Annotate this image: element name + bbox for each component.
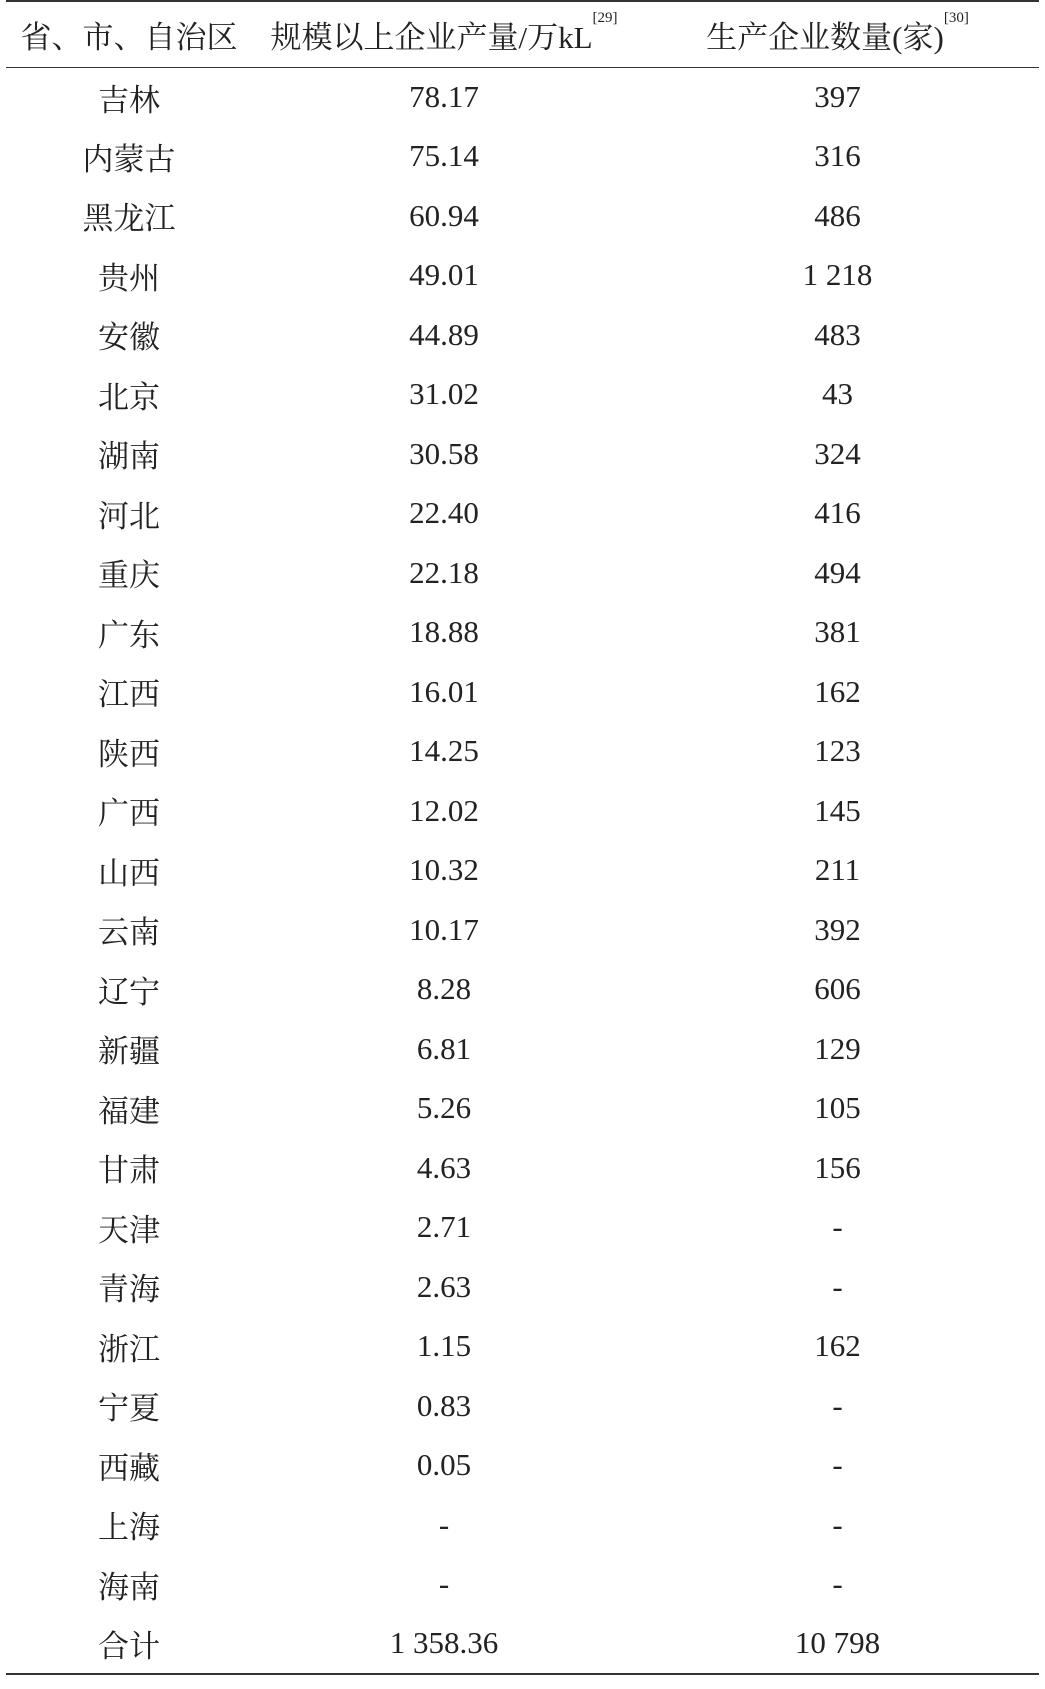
output-cell: 31.02 (409, 376, 479, 412)
output-cell: 10.32 (409, 852, 479, 888)
table-row (6, 246, 1039, 306)
table-row (6, 722, 1039, 782)
header-companies (636, 1, 1039, 67)
output-cell: 4.63 (416, 1149, 472, 1185)
companies-cell: 162 (814, 1328, 861, 1364)
output-cell: 2.63 (416, 1268, 472, 1304)
companies-cell: 156 (814, 1149, 861, 1185)
table-row (6, 67, 1039, 127)
table-row (6, 365, 1039, 425)
output-cell: 60.94 (409, 197, 479, 233)
output-cell: - (438, 1566, 450, 1602)
region-cell: 湖南 (98, 439, 160, 475)
header-output-citation: [29] (592, 9, 618, 26)
region-cell: 青海 (98, 1272, 160, 1308)
region-cell: 海南 (98, 1569, 160, 1605)
header-row (6, 1, 1039, 67)
output-cell: 5.26 (416, 1090, 472, 1126)
output-cell: 22.40 (409, 495, 479, 531)
output-cell: 75.14 (409, 138, 479, 174)
table-row (6, 1079, 1039, 1139)
region-cell: 甘肃 (98, 1153, 160, 1189)
output-cell: 10.17 (409, 911, 479, 947)
region-cell: 浙江 (98, 1331, 160, 1367)
region-cell: 河北 (98, 498, 160, 534)
table-row (6, 1019, 1039, 1079)
companies-cell: 129 (814, 1030, 861, 1066)
table-row (6, 305, 1039, 365)
output-cell: 78.17 (409, 79, 479, 114)
production-table (6, 0, 1039, 1675)
region-cell: 福建 (98, 1093, 160, 1129)
companies-cell: 416 (814, 495, 861, 531)
table-row (6, 127, 1039, 187)
table-row (6, 424, 1039, 484)
output-cell: 44.89 (409, 316, 479, 352)
total-companies-cell: 10 798 (636, 1614, 1039, 1674)
output-cell: 0.83 (416, 1387, 472, 1423)
output-cell: 0.05 (416, 1447, 472, 1483)
header-companies-citation: [30] (943, 9, 969, 26)
companies-cell: 483 (814, 316, 861, 352)
output-cell: 2.71 (416, 1209, 472, 1245)
output-cell: 14.25 (409, 733, 479, 769)
companies-cell: - (832, 1209, 843, 1245)
header-output-label: 规模以上企业产量/万kL (270, 19, 593, 55)
region-cell: 北京 (98, 379, 160, 415)
companies-cell: 1 218 (802, 257, 873, 293)
output-cell: 12.02 (409, 792, 479, 828)
table-row (6, 1376, 1039, 1436)
region-cell: 山西 (98, 855, 160, 891)
region-cell: 贵州 (98, 260, 160, 296)
companies-cell: - (832, 1506, 843, 1542)
table-row (6, 841, 1039, 901)
region-cell: 广西 (98, 796, 160, 832)
companies-cell: 494 (814, 554, 861, 590)
table-row (6, 781, 1039, 841)
region-cell: 陕西 (98, 736, 160, 772)
companies-cell: 324 (814, 435, 861, 471)
header-region (6, 1, 252, 67)
table-row (6, 960, 1039, 1020)
region-cell: 天津 (98, 1212, 160, 1248)
header-companies-label: 生产企业数量(家) (706, 19, 944, 55)
total-output-cell: 1 358.36 (252, 1614, 636, 1674)
table-body (6, 67, 1039, 1674)
companies-cell: 105 (814, 1090, 861, 1126)
table-row (6, 1257, 1039, 1317)
output-cell: 6.81 (416, 1030, 472, 1066)
region-cell: 内蒙古 (82, 141, 176, 177)
companies-cell: 211 (814, 852, 861, 888)
companies-cell: 162 (814, 673, 861, 709)
companies-cell: - (832, 1447, 843, 1483)
companies-cell: 486 (814, 197, 861, 233)
region-cell: 云南 (98, 915, 160, 951)
region-cell: 江西 (98, 677, 160, 713)
region-cell: 上海 (98, 1510, 160, 1546)
table-row (6, 1495, 1039, 1555)
table-row (6, 662, 1039, 722)
region-cell: 辽宁 (98, 974, 160, 1010)
header-output (252, 1, 636, 67)
table-row (6, 1555, 1039, 1615)
companies-cell: - (832, 1566, 843, 1602)
table-row (6, 1138, 1039, 1198)
header-region-label: 省、市、自治区 (20, 19, 238, 55)
output-cell: 1.15 (416, 1328, 472, 1364)
region-cell: 安徽 (98, 320, 160, 356)
output-cell: 16.01 (409, 673, 479, 709)
table-header (6, 1, 1039, 67)
region-cell: 广东 (98, 617, 160, 653)
table-row (6, 484, 1039, 544)
table-row (6, 543, 1039, 603)
region-cell: 新疆 (98, 1034, 160, 1070)
companies-cell: 397 (814, 79, 861, 114)
companies-cell: 316 (814, 138, 861, 174)
output-cell: 18.88 (409, 614, 479, 650)
total-region-cell: 合计 (6, 1614, 252, 1674)
companies-cell: 392 (814, 911, 861, 947)
companies-cell: 606 (814, 971, 861, 1007)
companies-cell: 145 (814, 792, 861, 828)
region-cell: 宁夏 (98, 1391, 160, 1427)
table-row (6, 603, 1039, 663)
output-cell: 8.28 (416, 971, 472, 1007)
table-row (6, 1198, 1039, 1258)
table-row (6, 900, 1039, 960)
region-cell: 西藏 (98, 1450, 160, 1486)
output-cell: - (438, 1506, 450, 1542)
companies-cell: - (832, 1387, 843, 1423)
output-cell: 49.01 (409, 257, 479, 293)
companies-cell: - (832, 1268, 843, 1304)
table-row (6, 186, 1039, 246)
table-row (6, 1317, 1039, 1377)
companies-cell: 123 (814, 733, 861, 769)
region-cell: 重庆 (98, 558, 160, 594)
output-cell: 22.18 (409, 554, 479, 590)
table-row (6, 1436, 1039, 1496)
companies-cell: 43 (822, 376, 853, 412)
region-cell: 吉林 (98, 82, 160, 118)
companies-cell: 381 (814, 614, 861, 650)
output-cell: 30.58 (409, 435, 479, 471)
region-cell: 黑龙江 (82, 201, 176, 237)
total-row (6, 1614, 1039, 1674)
